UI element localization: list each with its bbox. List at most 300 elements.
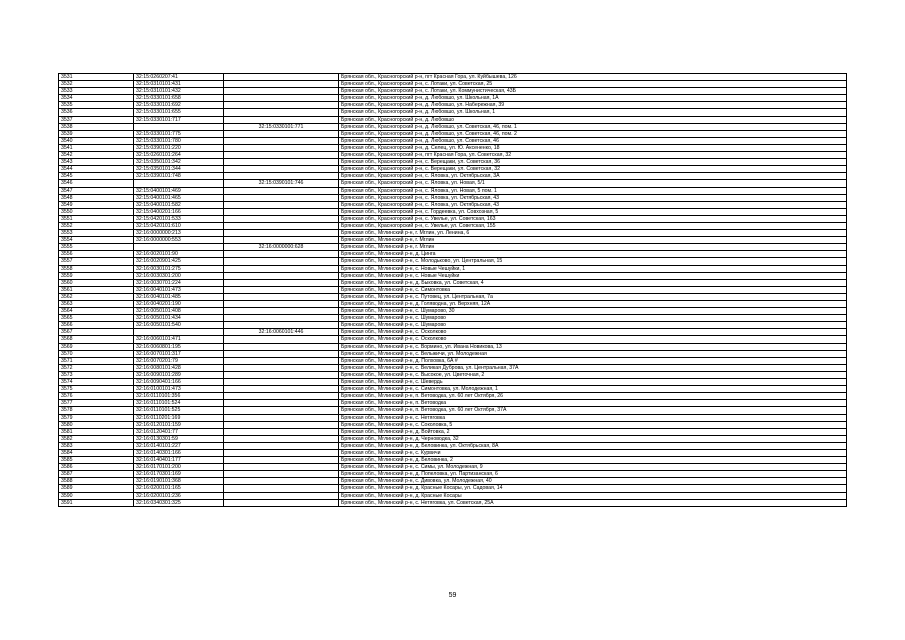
table-row: [59, 215, 847, 222]
cadastral-number-alt-cell: [224, 379, 339, 386]
registry-table: [58, 73, 847, 507]
address-cell: Брянская обл., Мглинский р-н, с. Нетяговка, ул. Советская, 25А: [339, 499, 847, 506]
cadastral-number-cell: 32:15:0400101:469: [134, 187, 224, 194]
cadastral-number-alt-cell: [224, 492, 339, 499]
cadastral-number-alt-cell: [224, 152, 339, 159]
address-cell: Брянская обл., Мглинский р-н, г. Мглин, ул. Ленина, 6: [339, 230, 847, 237]
row-number-cell: 3560: [59, 279, 134, 286]
table-row: [59, 471, 847, 478]
cadastral-number-cell: 32:16:0050101:408: [134, 308, 224, 315]
address-cell: Брянская обл., Мглинский р-н, п. Ветоводка: [339, 400, 847, 407]
address-cell: Брянская обл., Мглинский р-н, д. Цинга: [339, 251, 847, 258]
row-number-cell: 3553: [59, 230, 134, 237]
row-number-cell: 3574: [59, 379, 134, 386]
row-number-cell: 3591: [59, 499, 134, 506]
address-cell: Брянская обл., Мглинский р-н, д. Красные Косары, ул. Садовая, 14: [339, 485, 847, 492]
row-number-cell: 3582: [59, 435, 134, 442]
cadastral-number-alt-cell: [224, 478, 339, 485]
cadastral-number-cell: 32:16:0140301:166: [134, 449, 224, 456]
table-row: [59, 159, 847, 166]
table-row: [59, 74, 847, 81]
cadastral-number-cell: 32:16:0040101:473: [134, 286, 224, 293]
row-number-cell: 3532: [59, 81, 134, 88]
cadastral-number-alt-cell: [224, 130, 339, 137]
cadastral-number-alt-cell: [224, 371, 339, 378]
row-number-cell: 3551: [59, 215, 134, 222]
table-row: [59, 152, 847, 159]
table-row: [59, 308, 847, 315]
cadastral-number-cell: 32:16:0170101:200: [134, 464, 224, 471]
cadastral-number-alt-cell: 32:16:0060101:446: [224, 329, 339, 336]
table-row: [59, 137, 847, 144]
cadastral-number-alt-cell: [224, 109, 339, 116]
address-cell: Брянская обл., Мглинский р-н, с. Симы, ул. Молодежная, 9: [339, 464, 847, 471]
table-row: [59, 492, 847, 499]
cadastral-number-cell: 32:16:0030301:200: [134, 272, 224, 279]
address-cell: Брянская обл., Мглинский р-н, с. Новые Чешуйки: [339, 272, 847, 279]
cadastral-number-cell: 32:15:0260101:264: [134, 152, 224, 159]
table-row: [59, 364, 847, 371]
cadastral-number-cell: 32:16:0070201:79: [134, 357, 224, 364]
row-number-cell: 3567: [59, 329, 134, 336]
table-row: [59, 478, 847, 485]
row-number-cell: 3583: [59, 442, 134, 449]
address-cell: Брянская обл., Красногорский р-н, пгт Красная Гора, ул. Советская, 32: [339, 152, 847, 159]
cadastral-number-alt-cell: [224, 251, 339, 258]
cadastral-number-alt-cell: [224, 187, 339, 194]
table-row: [59, 435, 847, 442]
table-row: [59, 393, 847, 400]
cadastral-number-cell: 32:15:0350101:344: [134, 166, 224, 173]
cadastral-number-alt-cell: [224, 279, 339, 286]
cadastral-number-alt-cell: [224, 343, 339, 350]
address-cell: Брянская обл., Мглинский р-н, с. Курвичи: [339, 449, 847, 456]
address-cell: Брянская обл., Красногорский р-н, с. Яловка, ул. Новая, 5 пом. 1: [339, 187, 847, 194]
cadastral-number-alt-cell: [224, 449, 339, 456]
address-cell: Брянская обл., Красногорский р-н, с. Яловка, ул. Октябрьская, 3А: [339, 173, 847, 180]
cadastral-number-cell: [134, 244, 224, 251]
cadastral-number-cell: 32:16:0030701:224: [134, 279, 224, 286]
row-number-cell: 3579: [59, 414, 134, 421]
row-number-cell: 3564: [59, 308, 134, 315]
cadastral-number-alt-cell: [224, 442, 339, 449]
table-row: [59, 144, 847, 151]
address-cell: Брянская обл., Красногорский р-н, с. Яловка, ул. Октябрьская, 43: [339, 194, 847, 201]
cadastral-number-alt-cell: [224, 144, 339, 151]
row-number-cell: 3558: [59, 265, 134, 272]
cadastral-number-alt-cell: [224, 322, 339, 329]
cadastral-number-alt-cell: [224, 159, 339, 166]
row-number-cell: 3585: [59, 457, 134, 464]
cadastral-number-cell: 32:16:0050101:540: [134, 322, 224, 329]
address-cell: Брянская обл., Красногорский р-н, пгт Красная Гора, ул. Куйбышева, 126: [339, 74, 847, 81]
table-row: [59, 371, 847, 378]
cadastral-number-alt-cell: [224, 102, 339, 109]
address-cell: Брянская обл., Мглинский р-н, д. Войтовка, 2: [339, 428, 847, 435]
row-number-cell: 3534: [59, 95, 134, 102]
table-row: [59, 293, 847, 300]
address-cell: Брянская обл., Мглинский р-н, с. Нетяговка: [339, 414, 847, 421]
cadastral-number-alt-cell: [224, 393, 339, 400]
cadastral-number-cell: 32:16:0140401:177: [134, 457, 224, 464]
address-cell: Брянская обл., Красногорский р-н, с. Увелье, ул. Советская, 155: [339, 222, 847, 229]
table-row: [59, 485, 847, 492]
cadastral-number-cell: [134, 123, 224, 130]
address-cell: Брянская обл., Красногорский р-н, с. Увелье, ул. Советская, 163: [339, 215, 847, 222]
cadastral-number-alt-cell: [224, 400, 339, 407]
cadastral-number-alt-cell: [224, 237, 339, 244]
cadastral-number-cell: 32:16:0200101:165: [134, 485, 224, 492]
table-row: [59, 230, 847, 237]
cadastral-number-alt-cell: [224, 435, 339, 442]
cadastral-number-cell: 32:15:0330101:775: [134, 130, 224, 137]
table-row: [59, 123, 847, 130]
row-number-cell: 3575: [59, 386, 134, 393]
cadastral-number-alt-cell: [224, 194, 339, 201]
address-cell: Брянская обл., Мглинский р-н, с. Новые Чешуйки, 1: [339, 265, 847, 272]
row-number-cell: 3566: [59, 322, 134, 329]
row-number-cell: 3535: [59, 102, 134, 109]
cadastral-number-alt-cell: [224, 230, 339, 237]
row-number-cell: 3557: [59, 258, 134, 265]
cadastral-number-alt-cell: [224, 301, 339, 308]
row-number-cell: 3568: [59, 336, 134, 343]
address-cell: Брянская обл., Мглинский р-н, с. Вормино, ул. Ивана Новикова, 13: [339, 343, 847, 350]
table-row: [59, 237, 847, 244]
address-cell: Брянская обл., Мглинский р-н, с. Путовец, ул. Центральная, 7а: [339, 293, 847, 300]
table-row: [59, 386, 847, 393]
table-row: [59, 421, 847, 428]
cadastral-number-cell: 32:15:0330101:717: [134, 116, 224, 123]
cadastral-number-cell: 32:15:0330101:655: [134, 109, 224, 116]
table-row: [59, 414, 847, 421]
cadastral-number-alt-cell: [224, 208, 339, 215]
cadastral-number-cell: 32:16:0110101:524: [134, 400, 224, 407]
address-cell: Брянская обл., Мглинский р-н, д. Беловинка, ул. Октябрьская, 8А: [339, 442, 847, 449]
cadastral-number-alt-cell: [224, 357, 339, 364]
cadastral-number-cell: 32:16:0090401:166: [134, 379, 224, 386]
cadastral-number-cell: 32:16:0090101:289: [134, 371, 224, 378]
row-number-cell: 3587: [59, 471, 134, 478]
row-number-cell: 3539: [59, 130, 134, 137]
cadastral-number-cell: 32:16:0110201:169: [134, 414, 224, 421]
table-row: [59, 286, 847, 293]
row-number-cell: 3580: [59, 421, 134, 428]
row-number-cell: 3543: [59, 159, 134, 166]
row-number-cell: 3563: [59, 301, 134, 308]
cadastral-number-alt-cell: [224, 116, 339, 123]
address-cell: Брянская обл., Мглинский р-н, д. Беловинка, 2: [339, 457, 847, 464]
row-number-cell: 3533: [59, 88, 134, 95]
cadastral-number-alt-cell: [224, 485, 339, 492]
cadastral-number-cell: 32:16:0140101:227: [134, 442, 224, 449]
row-number-cell: 3577: [59, 400, 134, 407]
row-number-cell: 3547: [59, 187, 134, 194]
address-cell: Брянская обл., Мглинский р-н, с. Осколково: [339, 329, 847, 336]
table-row: [59, 400, 847, 407]
row-number-cell: 3546: [59, 180, 134, 187]
table-row: [59, 201, 847, 208]
address-cell: Брянская обл., Мглинский р-н, с. Великая Дуброва, ул. Центральная, 37А: [339, 364, 847, 371]
cadastral-number-cell: 32:16:0070101:317: [134, 350, 224, 357]
cadastral-number-cell: 32:16:0340301:325: [134, 499, 224, 506]
cadastral-number-cell: 32:16:0040201:190: [134, 301, 224, 308]
cadastral-number-cell: 32:16:0110101:525: [134, 407, 224, 414]
cadastral-number-alt-cell: [224, 464, 339, 471]
cadastral-number-cell: 32:16:0000000:213: [134, 230, 224, 237]
cadastral-number-alt-cell: [224, 293, 339, 300]
cadastral-number-alt-cell: [224, 421, 339, 428]
cadastral-number-alt-cell: [224, 428, 339, 435]
cadastral-number-alt-cell: [224, 88, 339, 95]
address-cell: Брянская обл., Красногорский р-н, с. Верещаки, ул. Советская, 36: [339, 159, 847, 166]
table-row: [59, 350, 847, 357]
table-row: [59, 279, 847, 286]
cadastral-number-cell: 32:16:0000000:553: [134, 237, 224, 244]
cadastral-number-alt-cell: [224, 215, 339, 222]
cadastral-number-alt-cell: [224, 137, 339, 144]
row-number-cell: 3555: [59, 244, 134, 251]
row-number-cell: 3578: [59, 407, 134, 414]
table-row: [59, 88, 847, 95]
cadastral-number-alt-cell: [224, 315, 339, 322]
row-number-cell: 3545: [59, 173, 134, 180]
address-cell: Брянская обл., Красногорский р-н, с. Верещаки, ул. Советская, 32: [339, 166, 847, 173]
row-number-cell: 3531: [59, 74, 134, 81]
cadastral-number-alt-cell: [224, 386, 339, 393]
table-row: [59, 102, 847, 109]
cadastral-number-cell: 32:15:0400101:582: [134, 201, 224, 208]
cadastral-number-cell: 32:15:0330101:780: [134, 137, 224, 144]
cadastral-number-alt-cell: [224, 308, 339, 315]
address-cell: Брянская обл., Мглинский р-н, п. Ветоводка, ул. 60 лет Октября, 26: [339, 393, 847, 400]
address-cell: Брянская обл., Мглинский р-н, д. Полховка, 6А #: [339, 357, 847, 364]
address-cell: Брянская обл., Красногорский р-н, д. Любовшо, ул. Школьная, 1: [339, 109, 847, 116]
cadastral-number-cell: 32:16:0020901:425: [134, 258, 224, 265]
cadastral-number-cell: 32:15:0330101:658: [134, 95, 224, 102]
table-row: [59, 499, 847, 506]
cadastral-number-alt-cell: [224, 286, 339, 293]
cadastral-number-cell: 32:15:0420101:610: [134, 222, 224, 229]
cadastral-number-alt-cell: [224, 222, 339, 229]
table-row: [59, 343, 847, 350]
cadastral-number-cell: 32:16:0130301:59: [134, 435, 224, 442]
address-cell: Брянская обл., Мглинский р-н, с. Симонтовка: [339, 286, 847, 293]
address-cell: Брянская обл., Мглинский р-н, п. Ветоводка, ул. 60 лет Октября, 37А: [339, 407, 847, 414]
table-row: [59, 336, 847, 343]
table-row: [59, 329, 847, 336]
address-cell: Брянская обл., Мглинский р-н, д. Голяводна, ул. Верхняя, 12А: [339, 301, 847, 308]
cadastral-number-alt-cell: [224, 258, 339, 265]
cadastral-number-alt-cell: 32:15:0390101:746: [224, 180, 339, 187]
address-cell: Брянская обл., Мглинский р-н, с. Шумарово: [339, 315, 847, 322]
cadastral-number-alt-cell: [224, 74, 339, 81]
row-number-cell: 3538: [59, 123, 134, 130]
cadastral-number-alt-cell: [224, 166, 339, 173]
cadastral-number-cell: 32:16:0110101:356: [134, 393, 224, 400]
address-cell: Брянская обл., Мглинский р-н, с. Осколково: [339, 336, 847, 343]
cadastral-number-alt-cell: [224, 336, 339, 343]
table-row: [59, 81, 847, 88]
table-row: [59, 222, 847, 229]
address-cell: Брянская обл., Мглинский р-н, д. Черноводка, 32: [339, 435, 847, 442]
registry-table-body: [59, 74, 847, 507]
table-row: [59, 166, 847, 173]
cadastral-number-cell: 32:16:0030101:275: [134, 265, 224, 272]
page-number: 59: [448, 592, 457, 599]
address-cell: Брянская обл., Мглинский р-н, г. Мглин: [339, 244, 847, 251]
address-cell: Брянская обл., Красногорский р-н, д. Любовшо, ул. Советская, 46: [339, 137, 847, 144]
table-row: [59, 322, 847, 329]
table-row: [59, 244, 847, 251]
cadastral-number-cell: 32:16:0060801:195: [134, 343, 224, 350]
table-row: [59, 407, 847, 414]
cadastral-number-alt-cell: [224, 81, 339, 88]
address-cell: Брянская обл., Красногорский р-н, с. Гордеевка, ул. Совхозная, 5: [339, 208, 847, 215]
address-cell: Брянская обл., Мглинский р-н, с. Высокое, ул. Цветочная, 2: [339, 371, 847, 378]
cadastral-number-cell: 32:16:0020101:90: [134, 251, 224, 258]
cadastral-number-cell: 32:15:0260207:41: [134, 74, 224, 81]
cadastral-number-alt-cell: [224, 457, 339, 464]
row-number-cell: 3586: [59, 464, 134, 471]
row-number-cell: 3589: [59, 485, 134, 492]
cadastral-number-alt-cell: [224, 414, 339, 421]
cadastral-number-cell: 32:16:0060101:471: [134, 336, 224, 343]
cadastral-number-cell: 32:15:0390101:220: [134, 144, 224, 151]
address-cell: Брянская обл., Мглинский р-н, г. Мглин: [339, 237, 847, 244]
table-row: [59, 442, 847, 449]
cadastral-number-alt-cell: [224, 350, 339, 357]
cadastral-number-cell: 32:16:0040101:485: [134, 293, 224, 300]
row-number-cell: 3571: [59, 357, 134, 364]
address-cell: Брянская обл., Мглинский р-н, с. Молодьково, ул. Центральная, 15: [339, 258, 847, 265]
table-row: [59, 95, 847, 102]
table-row: [59, 187, 847, 194]
cadastral-number-alt-cell: [224, 499, 339, 506]
row-number-cell: 3570: [59, 350, 134, 357]
table-row: [59, 258, 847, 265]
row-number-cell: 3573: [59, 371, 134, 378]
cadastral-number-alt-cell: [224, 173, 339, 180]
address-cell: Брянская обл., Красногорский р-н, с. Лотаки, ул. Советская, 25: [339, 81, 847, 88]
table-row: [59, 357, 847, 364]
table-row: [59, 194, 847, 201]
row-number-cell: 3554: [59, 237, 134, 244]
cadastral-number-cell: 32:16:0200101:236: [134, 492, 224, 499]
row-number-cell: 3540: [59, 137, 134, 144]
table-row: [59, 208, 847, 215]
table-row: [59, 173, 847, 180]
cadastral-number-alt-cell: [224, 95, 339, 102]
cadastral-number-cell: 32:15:0400201:166: [134, 208, 224, 215]
address-cell: Брянская обл., Красногорский р-н, с. Лотаки, ул. Коммунистическая, 43Б: [339, 88, 847, 95]
cadastral-number-cell: 32:15:0390101:748: [134, 173, 224, 180]
cadastral-number-cell: 32:15:0330101:692: [134, 102, 224, 109]
table-row: [59, 180, 847, 187]
cadastral-number-alt-cell: [224, 407, 339, 414]
cadastral-number-cell: 32:15:0400101:465: [134, 194, 224, 201]
table-row: [59, 449, 847, 456]
cadastral-number-alt-cell: 32:16:0000000:628: [224, 244, 339, 251]
table-row: [59, 130, 847, 137]
address-cell: Брянская обл., Мглинский р-н, с. Вельжичи, ул. Молодежная: [339, 350, 847, 357]
address-cell: Брянская обл., Красногорский р-н, д. Любовшо, ул. Советская, 46, пом. 1: [339, 123, 847, 130]
row-number-cell: 3572: [59, 364, 134, 371]
row-number-cell: 3561: [59, 286, 134, 293]
address-cell: Брянская обл., Красногорский р-н, д. Любовшо, ул. Школьная, 1А: [339, 95, 847, 102]
table-row: [59, 457, 847, 464]
row-number-cell: 3581: [59, 428, 134, 435]
row-number-cell: 3537: [59, 116, 134, 123]
cadastral-number-cell: 32:15:0310101:432: [134, 88, 224, 95]
cadastral-number-alt-cell: [224, 364, 339, 371]
cadastral-number-alt-cell: 32:15:0330101:771: [224, 123, 339, 130]
address-cell: Брянская обл., Мглинский р-н, с. Соколовка, 5: [339, 421, 847, 428]
cadastral-number-cell: 32:15:0420101:533: [134, 215, 224, 222]
table-row: [59, 116, 847, 123]
cadastral-number-cell: 32:16:0050101:434: [134, 315, 224, 322]
cadastral-number-cell: 32:16:0170301:169: [134, 471, 224, 478]
address-cell: Брянская обл., Красногорский р-н, д. Любовшо, ул. Набережная, 39: [339, 102, 847, 109]
row-number-cell: 3544: [59, 166, 134, 173]
row-number-cell: 3590: [59, 492, 134, 499]
address-cell: Брянская обл., Мглинский р-н, д. Красные Косары: [339, 492, 847, 499]
cadastral-number-alt-cell: [224, 265, 339, 272]
row-number-cell: 3556: [59, 251, 134, 258]
address-cell: Брянская обл., Мглинский р-н, д. Попеловка, ул. Партизанская, 6: [339, 471, 847, 478]
table-row: [59, 265, 847, 272]
cadastral-number-cell: 32:16:0190101:368: [134, 478, 224, 485]
cadastral-number-cell: [134, 180, 224, 187]
row-number-cell: 3542: [59, 152, 134, 159]
table-row: [59, 428, 847, 435]
row-number-cell: 3559: [59, 272, 134, 279]
address-cell: Брянская обл., Мглинский р-н, с. Шевердь: [339, 379, 847, 386]
table-row: [59, 301, 847, 308]
row-number-cell: 3584: [59, 449, 134, 456]
row-number-cell: 3562: [59, 293, 134, 300]
address-cell: Брянская обл., Красногорский р-н, д. Селец, ул. Ю. Аксененко, 18: [339, 144, 847, 151]
address-cell: Брянская обл., Красногорский р-н, д. Любовшо: [339, 116, 847, 123]
cadastral-number-alt-cell: [224, 471, 339, 478]
address-cell: Брянская обл., Красногорский р-н, с. Яловка, ул. Новая, 5/1: [339, 180, 847, 187]
address-cell: Брянская обл., Мглинский р-н, с. Симонтовка, ул. Молодежная, 1: [339, 386, 847, 393]
row-number-cell: 3541: [59, 144, 134, 151]
address-cell: Брянская обл., Мглинский р-н, д. Быковка, ул. Советская, 4: [339, 279, 847, 286]
row-number-cell: 3552: [59, 222, 134, 229]
cadastral-number-cell: [134, 329, 224, 336]
cadastral-number-cell: 32:16:0080101:428: [134, 364, 224, 371]
row-number-cell: 3549: [59, 201, 134, 208]
row-number-cell: 3548: [59, 194, 134, 201]
table-row: [59, 251, 847, 258]
address-cell: Брянская обл., Красногорский р-н, с. Яловка, ул. Октябрьская, 43: [339, 201, 847, 208]
row-number-cell: 3569: [59, 343, 134, 350]
table-row: [59, 464, 847, 471]
table-row: [59, 109, 847, 116]
row-number-cell: 3550: [59, 208, 134, 215]
cadastral-number-alt-cell: [224, 272, 339, 279]
cadastral-number-cell: 32:15:0310101:431: [134, 81, 224, 88]
address-cell: Брянская обл., Мглинский р-н, с. Шумарово, 30: [339, 308, 847, 315]
cadastral-number-cell: 32:16:0120101:159: [134, 421, 224, 428]
cadastral-number-alt-cell: [224, 201, 339, 208]
address-cell: Брянская обл., Красногорский р-н, д. Любовшо, ул. Советская, 46, пом. 2: [339, 130, 847, 137]
table-row: [59, 272, 847, 279]
row-number-cell: 3588: [59, 478, 134, 485]
table-row: [59, 315, 847, 322]
table-row: [59, 379, 847, 386]
